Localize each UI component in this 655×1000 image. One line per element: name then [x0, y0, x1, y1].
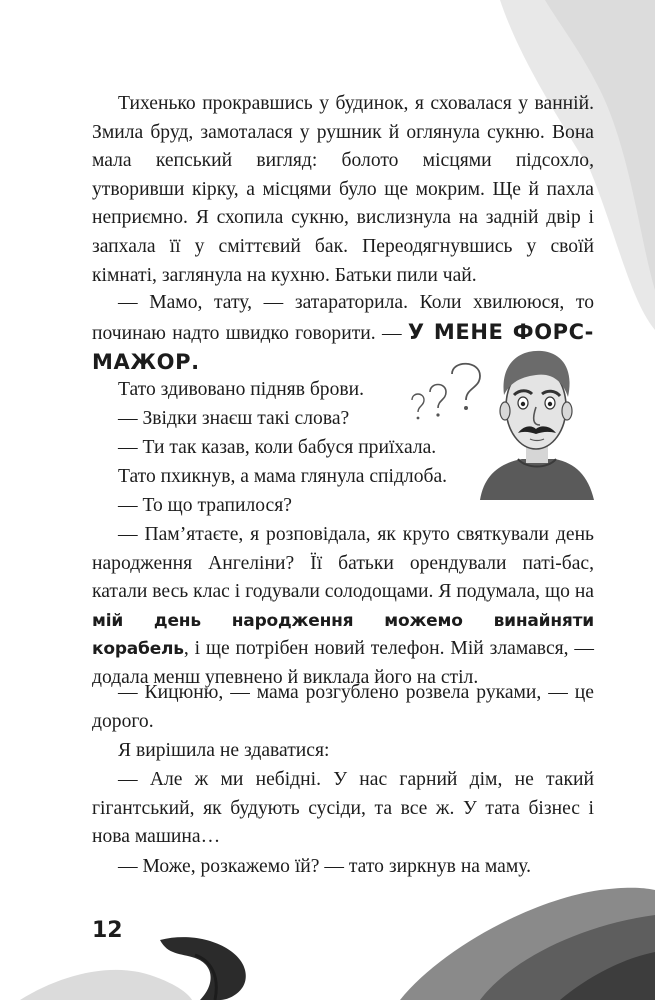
paragraph-9: — Кицюню, — мама розгублено розвела руками, — це дорого. [92, 682, 594, 732]
paragraph-8-text-before: — Пам’ятаєте, я розповідала, як круто святкували день народження Ангеліни? Її батьки орендували паті-бас, катали весь клас і годували солодощами. Я подумала, що на [92, 524, 594, 603]
paragraph-2 [92, 289, 594, 379]
paragraph-10: Я вирішила не здаватися: [118, 740, 330, 761]
paragraph-7: — То що трапилося? [118, 495, 292, 516]
boat-highlight: мій день народження можемо винайняти корабель [92, 610, 594, 660]
paragraph-8 [92, 521, 594, 693]
shirt-shape [480, 459, 594, 500]
paragraph-11: — Але ж ми небідні. У нас гарний дім, не такий гігантський, як будують сусіди, та все ж. У тата бізнес і нова машина… [92, 769, 594, 848]
paragraph-3: Тато здивовано підняв брови. [118, 379, 365, 400]
paragraph-12: — Може, розкажемо їй? — тато зиркнув на маму. [118, 856, 531, 877]
page-number: 12 [92, 918, 123, 943]
paragraph-6: Тато пхикнув, а мама глянула спідлоба. [118, 466, 448, 487]
paragraph-1: Тихенько прокравшись у будинок, я сховалася у ванній. Змила бруд, замоталася у рушник й оглянула сукню. Вона мала кепський вигляд: болото місцями підсохло, утворивши кірку, а місцями було ще мокрим. Ще й пахла неприємно. Я схопила сукню, вислизнула на задній двір і запхала її у сміттєвий бак. Переодягнувшись у своїй кімнаті, заглянула на кухню. Батьки пили чай. [92, 93, 594, 286]
paragraph-4: — Звідки знаєш такі слова? [118, 408, 350, 429]
force-majeure-highlight: У МЕНЕ ФОРС-МАЖОР. [92, 319, 594, 375]
paragraph-2-text: — Мамо, тату, — затараторила. Коли хвилююся, то починаю надто швидко говорити. — [92, 292, 594, 344]
paragraph-5: — Ти так казав, коли бабуся приїхала. [118, 437, 437, 458]
paragraph-8-text-after: , і ще потрібен новий телефон. Мій зламався, — додала менш упевнено й виклала його на стіл. [92, 638, 594, 688]
